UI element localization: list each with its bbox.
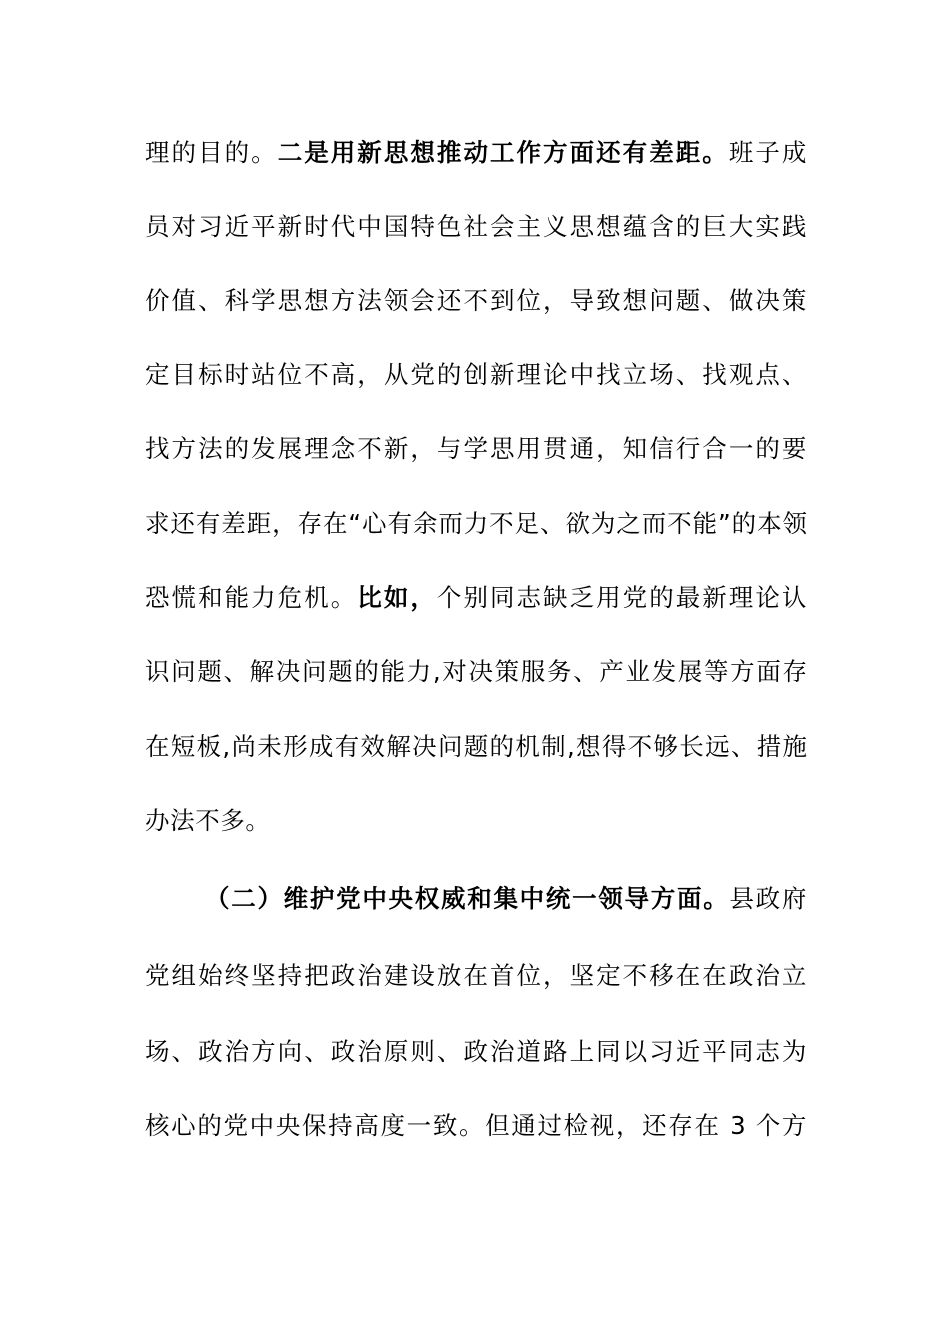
text-run: 价值、科学思想方法领会还不到位，导致想问题、做决策 [145,286,807,315]
text-line [145,656,807,688]
text-run: 识问题、解决问题的能力,对决策服务、产业发展等方面存 [145,657,807,686]
text-run: 在短板,尚未形成有效解决问题的机制,想得不够长远、措施 [145,732,807,761]
text-run: 定目标时站位不高，从党的创新理论中找立场、找观点、 [145,360,807,389]
text-run: 个别同志缺乏用党的最新理论认 [436,583,807,612]
text-run: 理的目的。 [145,138,278,167]
text-run: 党组始终坚持把政治建设放在首位，坚定不移在在政治立 [145,961,807,990]
section-heading-line [205,883,807,915]
text-line [145,731,807,763]
text-line [145,433,807,465]
bold-run: 比如， [357,583,437,612]
text-line [145,285,807,317]
text-line [145,359,807,391]
text-run: 县政府 [729,884,807,913]
text-run: 找方法的发展理念不新，与学思用贯通，知信行合一的要 [145,434,807,463]
text-line [145,508,807,540]
section-heading: （二）维护党中央权威和集中统一领导方面。 [205,884,730,913]
text-line [145,211,807,243]
text-run: 核心的党中央保持高度一致。但通过检视，还存在 3 个方 [145,1111,807,1140]
text-run: 场、政治方向、政治原则、政治道路上同以习近平同志为 [145,1037,807,1066]
text-run: 恐慌和能力危机。 [145,583,358,612]
text-run: 求还有差距，存在“心有余而力不足、欲为之而不能”的本领 [145,509,807,538]
text-run: 办法不多。 [145,806,271,835]
text-line [145,960,807,992]
text-run: 班子成 [728,138,807,167]
bold-heading-run: 二是用新思想推动工作方面还有差距。 [277,138,729,167]
text-line [145,1110,807,1142]
text-line [145,582,807,614]
text-line [145,137,807,169]
text-line [145,1036,807,1068]
text-line [145,805,807,837]
text-run: 员对习近平新时代中国特色社会主义思想蕴含的巨大实践 [145,212,807,241]
